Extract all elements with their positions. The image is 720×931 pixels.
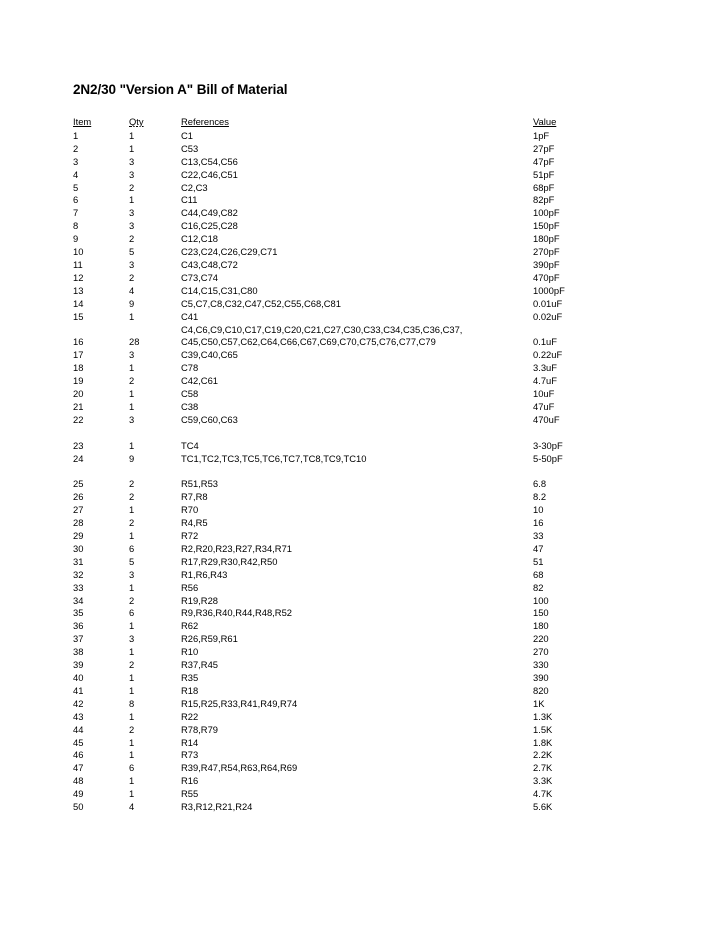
cell-qty: 3: [129, 220, 135, 232]
table-row: [73, 311, 673, 324]
cell-value: 68pF: [533, 181, 555, 193]
cell-value: 1pF: [533, 129, 550, 141]
cell-qty: 1: [129, 142, 135, 154]
cell-value: 5-50pF: [533, 452, 563, 464]
cell-qty: 2: [129, 375, 135, 387]
table-row: [73, 401, 673, 414]
cell-item: 1: [73, 129, 79, 141]
cell-qty: 3: [129, 568, 135, 580]
cell-item: 41: [73, 684, 84, 696]
cell-references: R78,R79: [181, 723, 219, 735]
cell-qty: 1: [129, 671, 135, 683]
cell-item: 10: [73, 246, 84, 258]
table-row: [73, 672, 673, 685]
cell-value: 150pF: [533, 220, 560, 232]
table-row: [73, 698, 673, 711]
cell-references: C78: [181, 362, 199, 374]
cell-item: 8: [73, 220, 79, 232]
cell-references: R22: [181, 710, 199, 722]
cell-item: 23: [73, 439, 84, 451]
table-row: [73, 285, 673, 298]
cell-references: R73: [181, 749, 199, 761]
cell-qty: 2: [129, 659, 135, 671]
cell-references: C43,C48,C72: [181, 258, 238, 270]
cell-value: 47pF: [533, 155, 555, 167]
cell-value: 16: [533, 517, 544, 529]
cell-references: R62: [181, 620, 199, 632]
cell-references: R1,R6,R43: [181, 568, 228, 580]
cell-references: C42,C61: [181, 375, 219, 387]
cell-qty: 2: [129, 723, 135, 735]
cell-value: 4.7K: [533, 788, 553, 800]
table-row: [73, 646, 673, 659]
cell-qty: 1: [129, 439, 135, 451]
cell-references: C4,C6,C9,C10,C17,C19,C20,C21,C27,C30,C33,C34,C35,C36,C37,: [181, 323, 463, 335]
cell-value: 180pF: [533, 233, 560, 245]
cell-value: 4.7uF: [533, 375, 557, 387]
cell-references: C39,C40,C65: [181, 349, 238, 361]
cell-value: [533, 324, 673, 337]
cell-value: 10uF: [533, 388, 555, 400]
cell-item: 13: [73, 284, 84, 296]
table-row: [73, 272, 673, 285]
cell-item: [73, 324, 129, 337]
cell-qty: 3: [129, 349, 135, 361]
cell-value: 10: [533, 504, 544, 516]
cell-references: C73,C74: [181, 271, 219, 283]
cell-item: 14: [73, 297, 84, 309]
cell-references: C41: [181, 310, 199, 322]
cell-item: 29: [73, 530, 84, 541]
cell-value: 1K: [533, 697, 545, 709]
table-row: [73, 659, 673, 672]
table-row: [73, 182, 673, 195]
table-row: [73, 775, 673, 788]
cell-qty: 2: [129, 181, 135, 193]
cell-references: R56: [181, 581, 199, 593]
cell-references: C53: [181, 142, 199, 154]
cell-qty: 1: [129, 646, 135, 658]
table-row: [73, 633, 673, 646]
cell-value: 8.2: [533, 491, 547, 503]
cell-references: C23,C24,C26,C29,C71: [181, 246, 278, 258]
cell-qty: 1: [129, 620, 135, 632]
cell-references: R35: [181, 671, 199, 683]
cell-item: 34: [73, 594, 84, 606]
cell-qty: 1: [129, 388, 135, 400]
cell-value: 820: [533, 684, 549, 696]
cell-value: 2.2K: [533, 749, 553, 761]
cell-references: R37,R45: [181, 659, 219, 671]
cell-item: 37: [73, 633, 84, 645]
cell-value: 100pF: [533, 207, 560, 219]
cell-qty: 2: [129, 491, 135, 503]
cell-qty: 1: [129, 710, 135, 722]
cell-item: 20: [73, 388, 84, 400]
cell-qty: 1: [129, 310, 135, 322]
cell-value: 390pF: [533, 258, 560, 270]
table-spacer-row: [73, 427, 673, 440]
cell-value: 3.3uF: [533, 362, 557, 374]
cell-item: 40: [73, 671, 84, 683]
cell-qty: 8: [129, 697, 135, 709]
cell-qty: 1: [129, 530, 135, 541]
table-header-row: [73, 116, 673, 130]
table-row: [73, 491, 673, 504]
cell-item: 19: [73, 375, 84, 387]
cell-value: 1.5K: [533, 723, 553, 735]
cell-value: 1.3K: [533, 710, 553, 722]
cell-references: C5,C7,C8,C32,C47,C52,C55,C68,C81: [181, 297, 341, 309]
cell-qty: 3: [129, 155, 135, 167]
cell-value: 220: [533, 633, 549, 645]
table-row: [73, 517, 673, 530]
cell-qty: 1: [129, 775, 135, 787]
cell-qty: 2: [129, 517, 135, 529]
table-row: [73, 246, 673, 259]
cell-qty: 2: [129, 594, 135, 606]
cell-value: 47: [533, 542, 544, 554]
table-row: [73, 504, 673, 517]
cell-references: R14: [181, 736, 199, 748]
table-row: [73, 478, 673, 491]
cell-item: 43: [73, 710, 84, 722]
cell-references: R4,R5: [181, 517, 208, 529]
table-row: [73, 724, 673, 737]
column-header-references: References: [181, 116, 229, 127]
cell-item: 18: [73, 362, 84, 374]
cell-item: 47: [73, 762, 84, 774]
cell-value: 0.1uF: [533, 336, 557, 348]
cell-item: 27: [73, 504, 84, 516]
table-row: [73, 259, 673, 272]
cell-qty: 3: [129, 168, 135, 180]
table-row: [73, 762, 673, 775]
table-row-continuation: [73, 324, 673, 337]
cell-item: 4: [73, 168, 79, 180]
cell-references: R72: [181, 530, 199, 541]
table-row: [73, 543, 673, 556]
table-row: [73, 233, 673, 246]
cell-qty: 1: [129, 684, 135, 696]
cell-qty: 1: [129, 129, 135, 141]
cell-qty: 1: [129, 736, 135, 748]
cell-references: TC1,TC2,TC3,TC5,TC6,TC7,TC8,TC9,TC10: [181, 452, 367, 464]
cell-item: 21: [73, 400, 84, 412]
cell-value: 27pF: [533, 142, 555, 154]
cell-item: 9: [73, 233, 79, 245]
cell-qty: 1: [129, 788, 135, 800]
table-row: [73, 414, 673, 427]
cell-item: 36: [73, 620, 84, 632]
table-row: [73, 207, 673, 220]
table-body: [73, 130, 673, 814]
cell-item: 32: [73, 568, 84, 580]
cell-item: 50: [73, 801, 84, 813]
cell-references: R10: [181, 646, 199, 658]
cell-value: 82: [533, 581, 544, 593]
cell-item: 3: [73, 155, 79, 167]
table-row: [73, 298, 673, 311]
bill-of-material-table: [73, 116, 673, 814]
cell-value: 51: [533, 555, 544, 567]
table-row: [73, 556, 673, 569]
table-row: [73, 607, 673, 620]
table-row: [73, 375, 673, 388]
spacer-cell: [73, 427, 673, 440]
cell-item: 22: [73, 413, 84, 425]
cell-references: C1: [181, 129, 193, 141]
cell-item: 28: [73, 517, 84, 529]
cell-value: 180: [533, 620, 549, 632]
cell-qty: 1: [129, 194, 135, 206]
cell-references: C44,C49,C82: [181, 207, 238, 219]
table-row: [73, 194, 673, 207]
column-header-qty: Qty: [129, 116, 144, 127]
table-row: [73, 595, 673, 608]
cell-value: 330: [533, 659, 549, 671]
cell-value: 51pF: [533, 168, 555, 180]
table-row: [73, 569, 673, 582]
table-row: [73, 143, 673, 156]
table-header: [73, 116, 673, 130]
cell-qty: 4: [129, 801, 135, 813]
table-row: [73, 130, 673, 143]
cell-item: 24: [73, 452, 84, 464]
cell-item: 39: [73, 659, 84, 671]
column-header-item: Item: [73, 116, 92, 127]
cell-item: 30: [73, 542, 84, 554]
cell-references: C12,C18: [181, 233, 219, 245]
cell-references: R7,R8: [181, 491, 208, 503]
cell-value: 3.3K: [533, 775, 553, 787]
cell-references: R15,R25,R33,R41,R49,R74: [181, 697, 298, 709]
cell-references: C16,C25,C28: [181, 220, 238, 232]
cell-references: R9,R36,R40,R44,R48,R52: [181, 607, 292, 619]
cell-references: R16: [181, 775, 199, 787]
table-row: [73, 156, 673, 169]
cell-qty: 4: [129, 284, 135, 296]
cell-qty: 1: [129, 362, 135, 374]
cell-value: 0.01uF: [533, 297, 563, 309]
cell-references: C38: [181, 400, 199, 412]
cell-item: 5: [73, 181, 79, 193]
cell-item: 7: [73, 207, 79, 219]
cell-item: 33: [73, 581, 84, 593]
cell-references: C13,C54,C56: [181, 155, 238, 167]
cell-value: 5.6K: [533, 801, 553, 813]
cell-qty: 28: [129, 336, 140, 348]
cell-item: 45: [73, 736, 84, 748]
table-row: [73, 453, 673, 466]
cell-value: 270: [533, 646, 549, 658]
cell-item: 2: [73, 142, 79, 154]
table-row: [73, 737, 673, 750]
cell-value: 150: [533, 607, 549, 619]
cell-item: 17: [73, 349, 84, 361]
cell-value: 390: [533, 671, 549, 683]
table-row: [73, 349, 673, 362]
table-row: [73, 362, 673, 375]
cell-value: 33: [533, 530, 544, 541]
cell-value: 470uF: [533, 413, 560, 425]
page-title: 2N2/30 "Version A" Bill of Material: [73, 82, 288, 97]
cell-item: 48: [73, 775, 84, 787]
table-row: [73, 440, 673, 453]
table-row: [73, 749, 673, 762]
cell-qty: 5: [129, 246, 135, 258]
cell-qty: 1: [129, 504, 135, 516]
cell-qty: 3: [129, 207, 135, 219]
cell-qty: 1: [129, 581, 135, 593]
cell-item: 26: [73, 491, 84, 503]
column-header-value: Value: [533, 116, 557, 127]
cell-references: R55: [181, 788, 199, 800]
table-row: [73, 169, 673, 182]
spacer-cell: [73, 465, 673, 478]
cell-qty: 9: [129, 297, 135, 309]
cell-references: R51,R53: [181, 478, 219, 490]
cell-references: R3,R12,R21,R24: [181, 801, 253, 813]
cell-value: 0.02uF: [533, 310, 563, 322]
cell-item: 6: [73, 194, 79, 206]
cell-item: 25: [73, 478, 84, 490]
cell-item: 31: [73, 555, 84, 567]
cell-references: R2,R20,R23,R27,R34,R71: [181, 542, 292, 554]
cell-qty: 5: [129, 555, 135, 567]
cell-references: C2,C3: [181, 181, 208, 193]
cell-references: R39,R47,R54,R63,R64,R69: [181, 762, 298, 774]
cell-value: 1.8K: [533, 736, 553, 748]
cell-value: 0.22uF: [533, 349, 563, 361]
table-row: [73, 530, 673, 543]
cell-qty: 3: [129, 633, 135, 645]
cell-qty: 9: [129, 452, 135, 464]
cell-qty: 1: [129, 400, 135, 412]
table-row: [73, 711, 673, 724]
cell-item: 16: [73, 336, 84, 348]
cell-item: 15: [73, 310, 84, 322]
cell-references: C22,C46,C51: [181, 168, 238, 180]
cell-qty: 3: [129, 413, 135, 425]
table-spacer-row: [73, 465, 673, 478]
cell-item: 42: [73, 697, 84, 709]
cell-references: R26,R59,R61: [181, 633, 238, 645]
cell-value: 68: [533, 568, 544, 580]
cell-value: 47uF: [533, 400, 555, 412]
cell-qty: [129, 324, 181, 337]
table-row: [73, 788, 673, 801]
cell-value: 270pF: [533, 246, 560, 258]
cell-references: R18: [181, 684, 199, 696]
table-row: [73, 620, 673, 633]
cell-value: 1000pF: [533, 284, 565, 296]
cell-qty: 2: [129, 271, 135, 283]
cell-references: C58: [181, 388, 199, 400]
cell-item: 44: [73, 723, 84, 735]
table-row: [73, 388, 673, 401]
cell-qty: 1: [129, 749, 135, 761]
cell-item: 49: [73, 788, 84, 800]
cell-qty: 2: [129, 233, 135, 245]
cell-references: C45,C50,C57,C62,C64,C66,C67,C69,C70,C75,C76,C77,C79: [181, 336, 436, 348]
table-row: [73, 220, 673, 233]
cell-references: TC4: [181, 439, 199, 451]
cell-value: 100: [533, 594, 549, 606]
cell-qty: 2: [129, 478, 135, 490]
table-row: [73, 685, 673, 698]
cell-item: 46: [73, 749, 84, 761]
cell-item: 11: [73, 258, 83, 270]
cell-value: 2.7K: [533, 762, 553, 774]
cell-value: 3-30pF: [533, 439, 563, 451]
cell-references: C11: [181, 194, 198, 206]
cell-value: 82pF: [533, 194, 555, 206]
cell-value: 470pF: [533, 271, 560, 283]
cell-references: R19,R28: [181, 594, 219, 606]
cell-qty: 6: [129, 542, 135, 554]
cell-qty: 6: [129, 762, 135, 774]
table-row: [73, 801, 673, 814]
table-row: [73, 582, 673, 595]
cell-item: 38: [73, 646, 84, 658]
cell-references: C14,C15,C31,C80: [181, 284, 258, 296]
cell-qty: 3: [129, 258, 135, 270]
cell-qty: 6: [129, 607, 135, 619]
cell-references: R70: [181, 504, 199, 516]
table-row: [73, 336, 673, 349]
cell-value: 6.8: [533, 478, 547, 490]
cell-item: 12: [73, 271, 84, 283]
cell-references: C59,C60,C63: [181, 413, 238, 425]
cell-item: 35: [73, 607, 84, 619]
cell-references: R17,R29,R30,R42,R50: [181, 555, 278, 567]
